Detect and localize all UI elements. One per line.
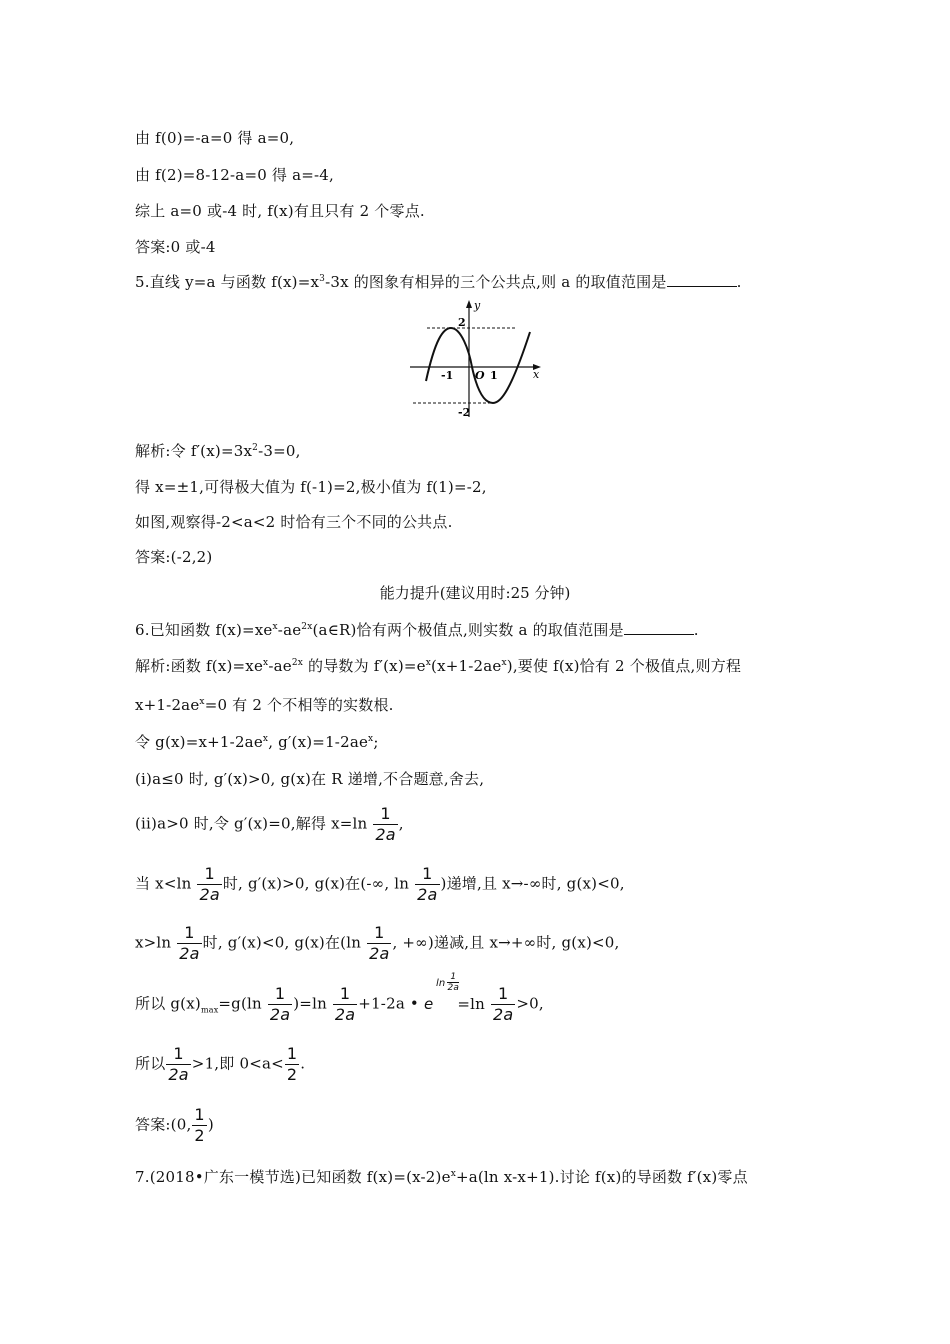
y-axis-label: y bbox=[474, 299, 481, 312]
fraction-1-over-2a: $\frac{1}{2a}$ bbox=[269, 984, 291, 1024]
tick-label-1: 1 bbox=[490, 369, 498, 382]
fraction-1-over-2a: $\frac{1}{2a}$ bbox=[199, 864, 220, 904]
cubic-function-graph bbox=[405, 295, 545, 420]
exponential-term: e ln $\frac{1}{2a}$ bbox=[423, 972, 460, 1013]
solution-5-line-2: 得 x=±1,可得极大值为 f(-1)=2,极小值为 f(1)=-2, bbox=[135, 478, 487, 496]
solution-6-line-2: $x+1-2ae^x=0$ 有 2 个不相等的实数根. bbox=[135, 696, 394, 714]
answer-blank-6[interactable] bbox=[624, 620, 694, 635]
solution-6-line-1: 解析:函数 $f(x)=xe^x-ae^{2x}$ 的导数为 $f'(x)=e^x(x+1-2ae^x)$,要使 f(x)恰有 2 个极值点,则方程 bbox=[135, 657, 742, 675]
line-1: 由 f(0)=-a=0 得 a=0, bbox=[135, 129, 295, 147]
line-3: 综上 a=0 或-4 时, f(x)有且只有 2 个零点. bbox=[135, 202, 425, 220]
tick-label-2: 2 bbox=[458, 316, 466, 329]
solution-6-line-9: 所以 $\frac{1}{2a}$ >1,即 0<a< $\frac{1}{2}$ . bbox=[135, 1044, 306, 1084]
answer-4: 答案:0 或-4 bbox=[135, 238, 216, 256]
answer-6: 答案:(0, $\frac{1}{2}$ ) bbox=[135, 1105, 214, 1145]
tick-label-neg2: -2 bbox=[458, 406, 471, 419]
solution-6-line-5: (ii)a>0 时,令 g′(x)=0,解得 x=ln $\frac{1}{2a}$ , bbox=[135, 804, 404, 844]
tick-label-neg1: -1 bbox=[441, 369, 454, 382]
fraction-1-over-2: $\frac{1}{2}$ bbox=[194, 1105, 205, 1145]
x-axis-label: x bbox=[533, 368, 540, 381]
solution-6-line-8: 所以 $g(x)_{max}=g(\ln$ $\frac{1}{2a}$ )=ln $\frac{1}{2a}$ +1-2a • e ln $\frac{1}{2a}$ =ln $\frac{1}{2a}$ >0, bbox=[135, 972, 544, 1024]
question-7: 7.(2018•广东一模节选)已知函数 $f(x)=(x-2)e^x+a(\ln$ x-x+1).讨论 f(x)的导函数 f′(x)零点 bbox=[135, 1168, 748, 1186]
curve bbox=[426, 328, 530, 403]
answer-5: 答案:(-2,2) bbox=[135, 548, 213, 566]
fraction-1-over-2a: $\frac{1}{2a}$ bbox=[375, 804, 396, 844]
fraction-1-over-2a: $\frac{1}{2a}$ bbox=[417, 864, 438, 904]
solution-5-line-3: 如图,观察得-2<a<2 时恰有三个不同的公共点. bbox=[135, 513, 453, 531]
solution-5-line-1: 解析:令 $f'(x)=3x^2-3=0$, bbox=[135, 442, 301, 460]
fraction-1-over-2a: $\frac{1}{2a}$ bbox=[168, 1044, 189, 1084]
answer-blank[interactable] bbox=[667, 272, 737, 287]
section-heading: 能力提升(建议用时:25 分钟) bbox=[379, 584, 571, 602]
fraction-1-over-2a: $\frac{1}{2a}$ bbox=[369, 923, 390, 963]
question-6: 6.已知函数 $f(x)=xe^x-ae^{2x}(a\in R)$恰有两个极值点,则实数 a 的取值范围是 . bbox=[135, 621, 699, 639]
fraction-1-over-2a: $\frac{1}{2a}$ bbox=[493, 984, 514, 1024]
solution-6-line-3: 令 $g(x)=x+1-2ae^x$, $g'(x)=1-2ae^x$; bbox=[135, 733, 379, 751]
solution-6-line-6: 当 x<ln $\frac{1}{2a}$ 时, g′(x)>0, g(x)在(-∞, ln $\frac{1}{2a}$ )递增,且 x→-∞时, g(x)<0, bbox=[135, 864, 625, 904]
line-2: 由 f(2)=8-12-a=0 得 a=-4, bbox=[135, 166, 334, 184]
solution-6-line-4: (i)a≤0 时, g′(x)>0, g(x)在 R 递增,不合题意,舍去, bbox=[135, 770, 485, 788]
fraction-1-over-2a: $\frac{1}{2a}$ bbox=[334, 984, 356, 1024]
question-5: 5.直线 y=a 与函数 $f(x)=x^3-3x$ 的图象有相异的三个公共点,则 a 的取值范围是 . bbox=[135, 273, 742, 291]
origin-label: O bbox=[475, 369, 485, 382]
fraction-1-over-2: $\frac{1}{2}$ bbox=[286, 1044, 298, 1084]
solution-6-line-7: x>ln $\frac{1}{2a}$ 时, g′(x)<0, g(x)在(ln $\frac{1}{2a}$ , +∞)递减,且 x→+∞时, g(x)<0, bbox=[135, 923, 620, 963]
fraction-1-over-2a: $\frac{1}{2a}$ bbox=[179, 923, 200, 963]
